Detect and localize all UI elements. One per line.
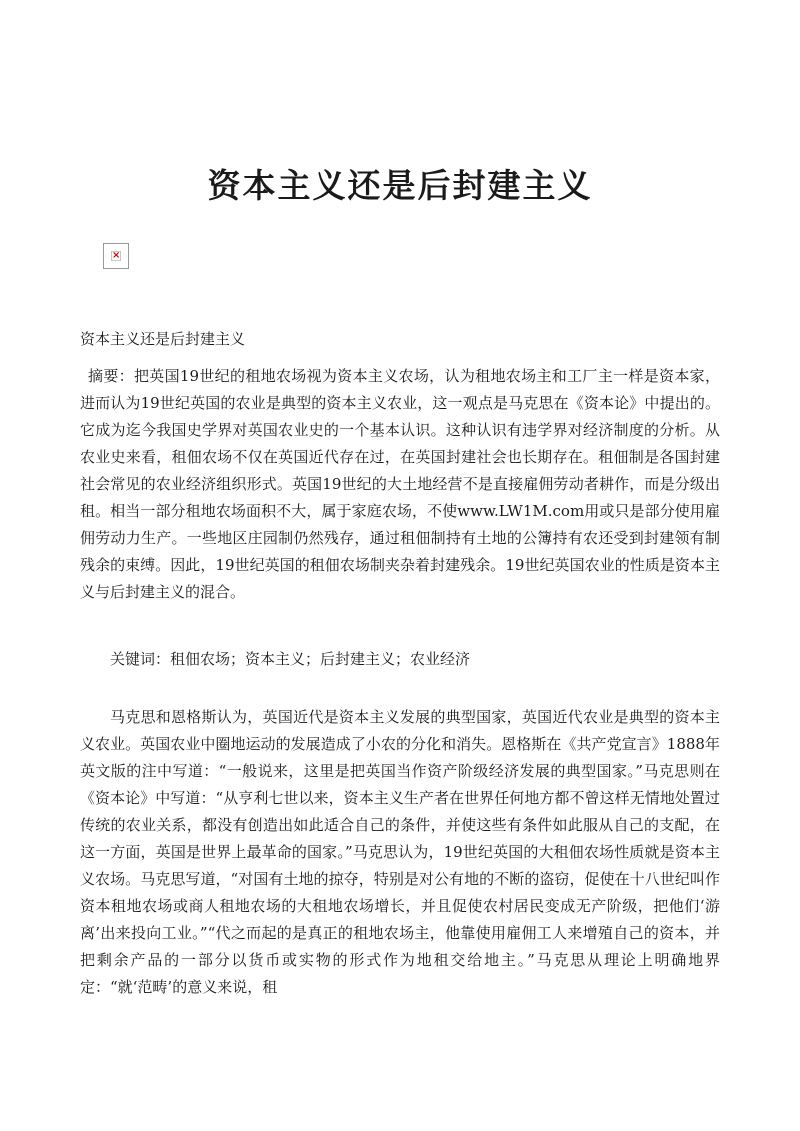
- article-small-title: 资本主义还是后封建主义: [80, 330, 246, 348]
- document-title: 资本主义还是后封建主义: [207, 166, 593, 205]
- body-paragraph: 马克思和恩格斯认为，英国近代是资本主义发展的典型国家，英国近代农业是典型的资本主义农业。英国农业中圈地运动的发展造成了小农的分化和消失。恩格斯在《共产党宣言》1888年英文版的注中写道：“一般说来，这里是把英国当作资产阶级经济发展的典型国家。”马克思则在《资本论》中写道：“从亨利七世以来，资本主义生产者在世界任何地方都不曾这样无情地处置过传统的农业关系，都没有创造出如此适合自己的条件，并使这些有条件如此服从自己的支配，在这一方面，英国是世界上最革命的国家。”马克思认为，19世纪英国的大租佃农场性质就是资本主义农场。马克思写道，“对国有土地的掠夺，特别是对公有地的不断的盗窃，促使在十八世纪叫作资本租地农场或商人租地农场的大租地农场增长，并且促使农村居民变成无产阶级，把他们‘游离’出来投向工业。”“代之而起的是真正的租地农场主，他靠使用雇佣工人来增殖自己的资本，并把剩余产品的一部分以货币或实物的形式作为地租交给地主。”马克思从理论上明确地界定：“就‘范畴’的意义来说，租: [80, 708, 720, 996]
- broken-image-icon: [103, 243, 129, 269]
- keywords-line: 关键词：租佃农场；资本主义；后封建主义；农业经济: [110, 650, 471, 668]
- broken-image-x-mark: ×: [112, 250, 121, 261]
- abstract-paragraph: 摘要：把英国19世纪的租地农场视为资本主义农场，认为租地农场主和工厂主一样是资本家，进而认为19世纪英国的农业是典型的资本主义农业，这一观点是马克思在《资本论》中提出的。它成为迄今我国史学界对英国农业史的一个基本认识。这种认识有违学界对经济制度的分析。从农业史来看，租佃农场不仅在英国近代存在过，在英国封建社会也长期存在。租佃制是各国封建社会常见的农业经济组织形式。英国19世纪的大土地经营不是直接雇佣劳动者耕作，而是分级出租。相当一部分租地农场面积不大，属于家庭农场，不使www.LW1M.com用或只是部分使用雇佣劳动力生产。一些地区庄园制仍然残存，通过租佃制持有土地的公簿持有农还受到封建领有制残余的束缚。因此，19世纪英国的租佃农场制夹杂着封建残余。19世纪英国农业的性质是资本主义与后封建主义的混合。: [80, 367, 720, 601]
